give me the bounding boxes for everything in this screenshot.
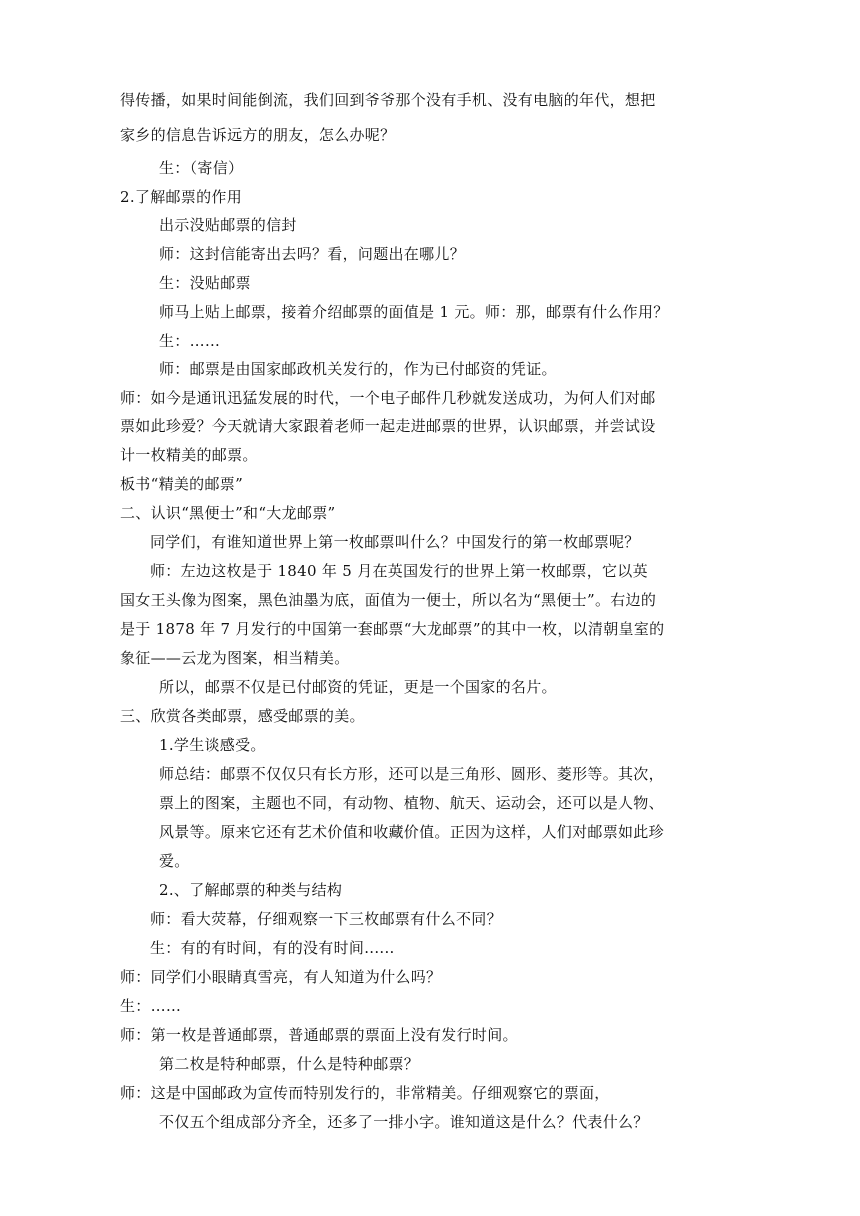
paragraph-line: 票如此珍爱？今天就请大家跟着老师一起走进邮票的世界，认识邮票，并尝试设	[120, 417, 656, 435]
paragraph-line: 得传播，如果时间能倒流，我们回到爷爷那个没有手机、没有电脑的年代，想把	[120, 91, 656, 109]
paragraph-line: 师总结：邮票不仅仅只有长方形，还可以是三角形、圆形、菱形等。其次，	[159, 765, 664, 783]
paragraph-line: 家乡的信息告诉远方的朋友，怎么办呢？	[120, 126, 396, 144]
paragraph-line: 2.、了解邮票的种类与结构	[159, 881, 343, 899]
paragraph-line: 生：……	[120, 997, 182, 1015]
paragraph-line: 师：左边这枚是于 1840 年 5 月在英国发行的世界上第一枚邮票，它以英	[150, 562, 648, 580]
paragraph-line: 师：邮票是由国家邮政机关发行的，作为已付邮资的凭证。	[159, 360, 557, 378]
section-heading: 板书“精美的邮票”	[120, 475, 244, 493]
paragraph-line: 爱。	[159, 852, 190, 870]
paragraph-line: 生：没贴邮票	[159, 274, 251, 292]
paragraph-line: 生：（寄信）	[159, 159, 244, 177]
paragraph-line: 是于 1878 年 7 月发行的中国第一套邮票“大龙邮票”的其中一枚，以清朝皇室的	[120, 620, 665, 638]
paragraph-line: 象征——云龙为图案，相当精美。	[120, 649, 350, 667]
paragraph-line: 师：第一枚是普通邮票，普通邮票的票面上没有发行时间。	[120, 1026, 518, 1044]
section-heading: 2.了解邮票的作用	[120, 188, 243, 206]
paragraph-line: 第二枚是特种邮票，什么是特种邮票？	[159, 1055, 420, 1073]
paragraph-line: 所以，邮票不仅是已付邮资的凭证，更是一个国家的名片。	[159, 678, 557, 696]
paragraph-line: 师马上贴上邮票，接着介绍邮票的面值是 1 元。师：那，邮票有什么作用？	[159, 303, 669, 321]
paragraph-line: 师：如今是通讯迅猛发展的时代，一个电子邮件几秒就发送成功，为何人们对邮	[120, 389, 656, 407]
paragraph-line: 1.学生谈感受。	[159, 736, 266, 754]
paragraph-line: 不仅五个组成部分齐全，还多了一排小字。谁知道这是什么？代表什么？	[159, 1113, 649, 1131]
paragraph-line: 票上的图案，主题也不同，有动物、植物、航天、运动会，还可以是人物、	[159, 794, 664, 812]
section-heading: 三、欣赏各类邮票，感受邮票的美。	[120, 707, 365, 725]
paragraph-line: 生：有的有时间，有的没有时间......	[150, 939, 395, 957]
paragraph-line: 国女王头像为图案，黑色油墨为底，面值为一便士，所以名为“黑便士”。右边的	[120, 591, 657, 609]
paragraph-line: 同学们，有谁知道世界上第一枚邮票叫什么？中国发行的第一枚邮票呢？	[150, 533, 640, 551]
paragraph-line: 出示没贴邮票的信封	[159, 216, 297, 234]
paragraph-line: 计一枚精美的邮票。	[120, 446, 258, 464]
paragraph-line: 生：……	[159, 332, 221, 350]
paragraph-line: 风景等。原来它还有艺术价值和收藏价值。正因为这样，人们对邮票如此珍	[159, 823, 664, 841]
paragraph-line: 师：这封信能寄出去吗？看，问题出在哪儿？	[159, 245, 466, 263]
paragraph-line: 师：同学们小眼睛真雪亮，有人知道为什么吗？	[120, 968, 442, 986]
paragraph-line: 师：看大荧幕，仔细观察一下三枚邮票有什么不同？	[150, 910, 502, 928]
section-heading: 二、认识“黑便士”和“大龙邮票”	[120, 504, 336, 522]
paragraph-line: 师：这是中国邮政为宣传而特别发行的，非常精美。仔细观察它的票面，	[120, 1084, 610, 1102]
